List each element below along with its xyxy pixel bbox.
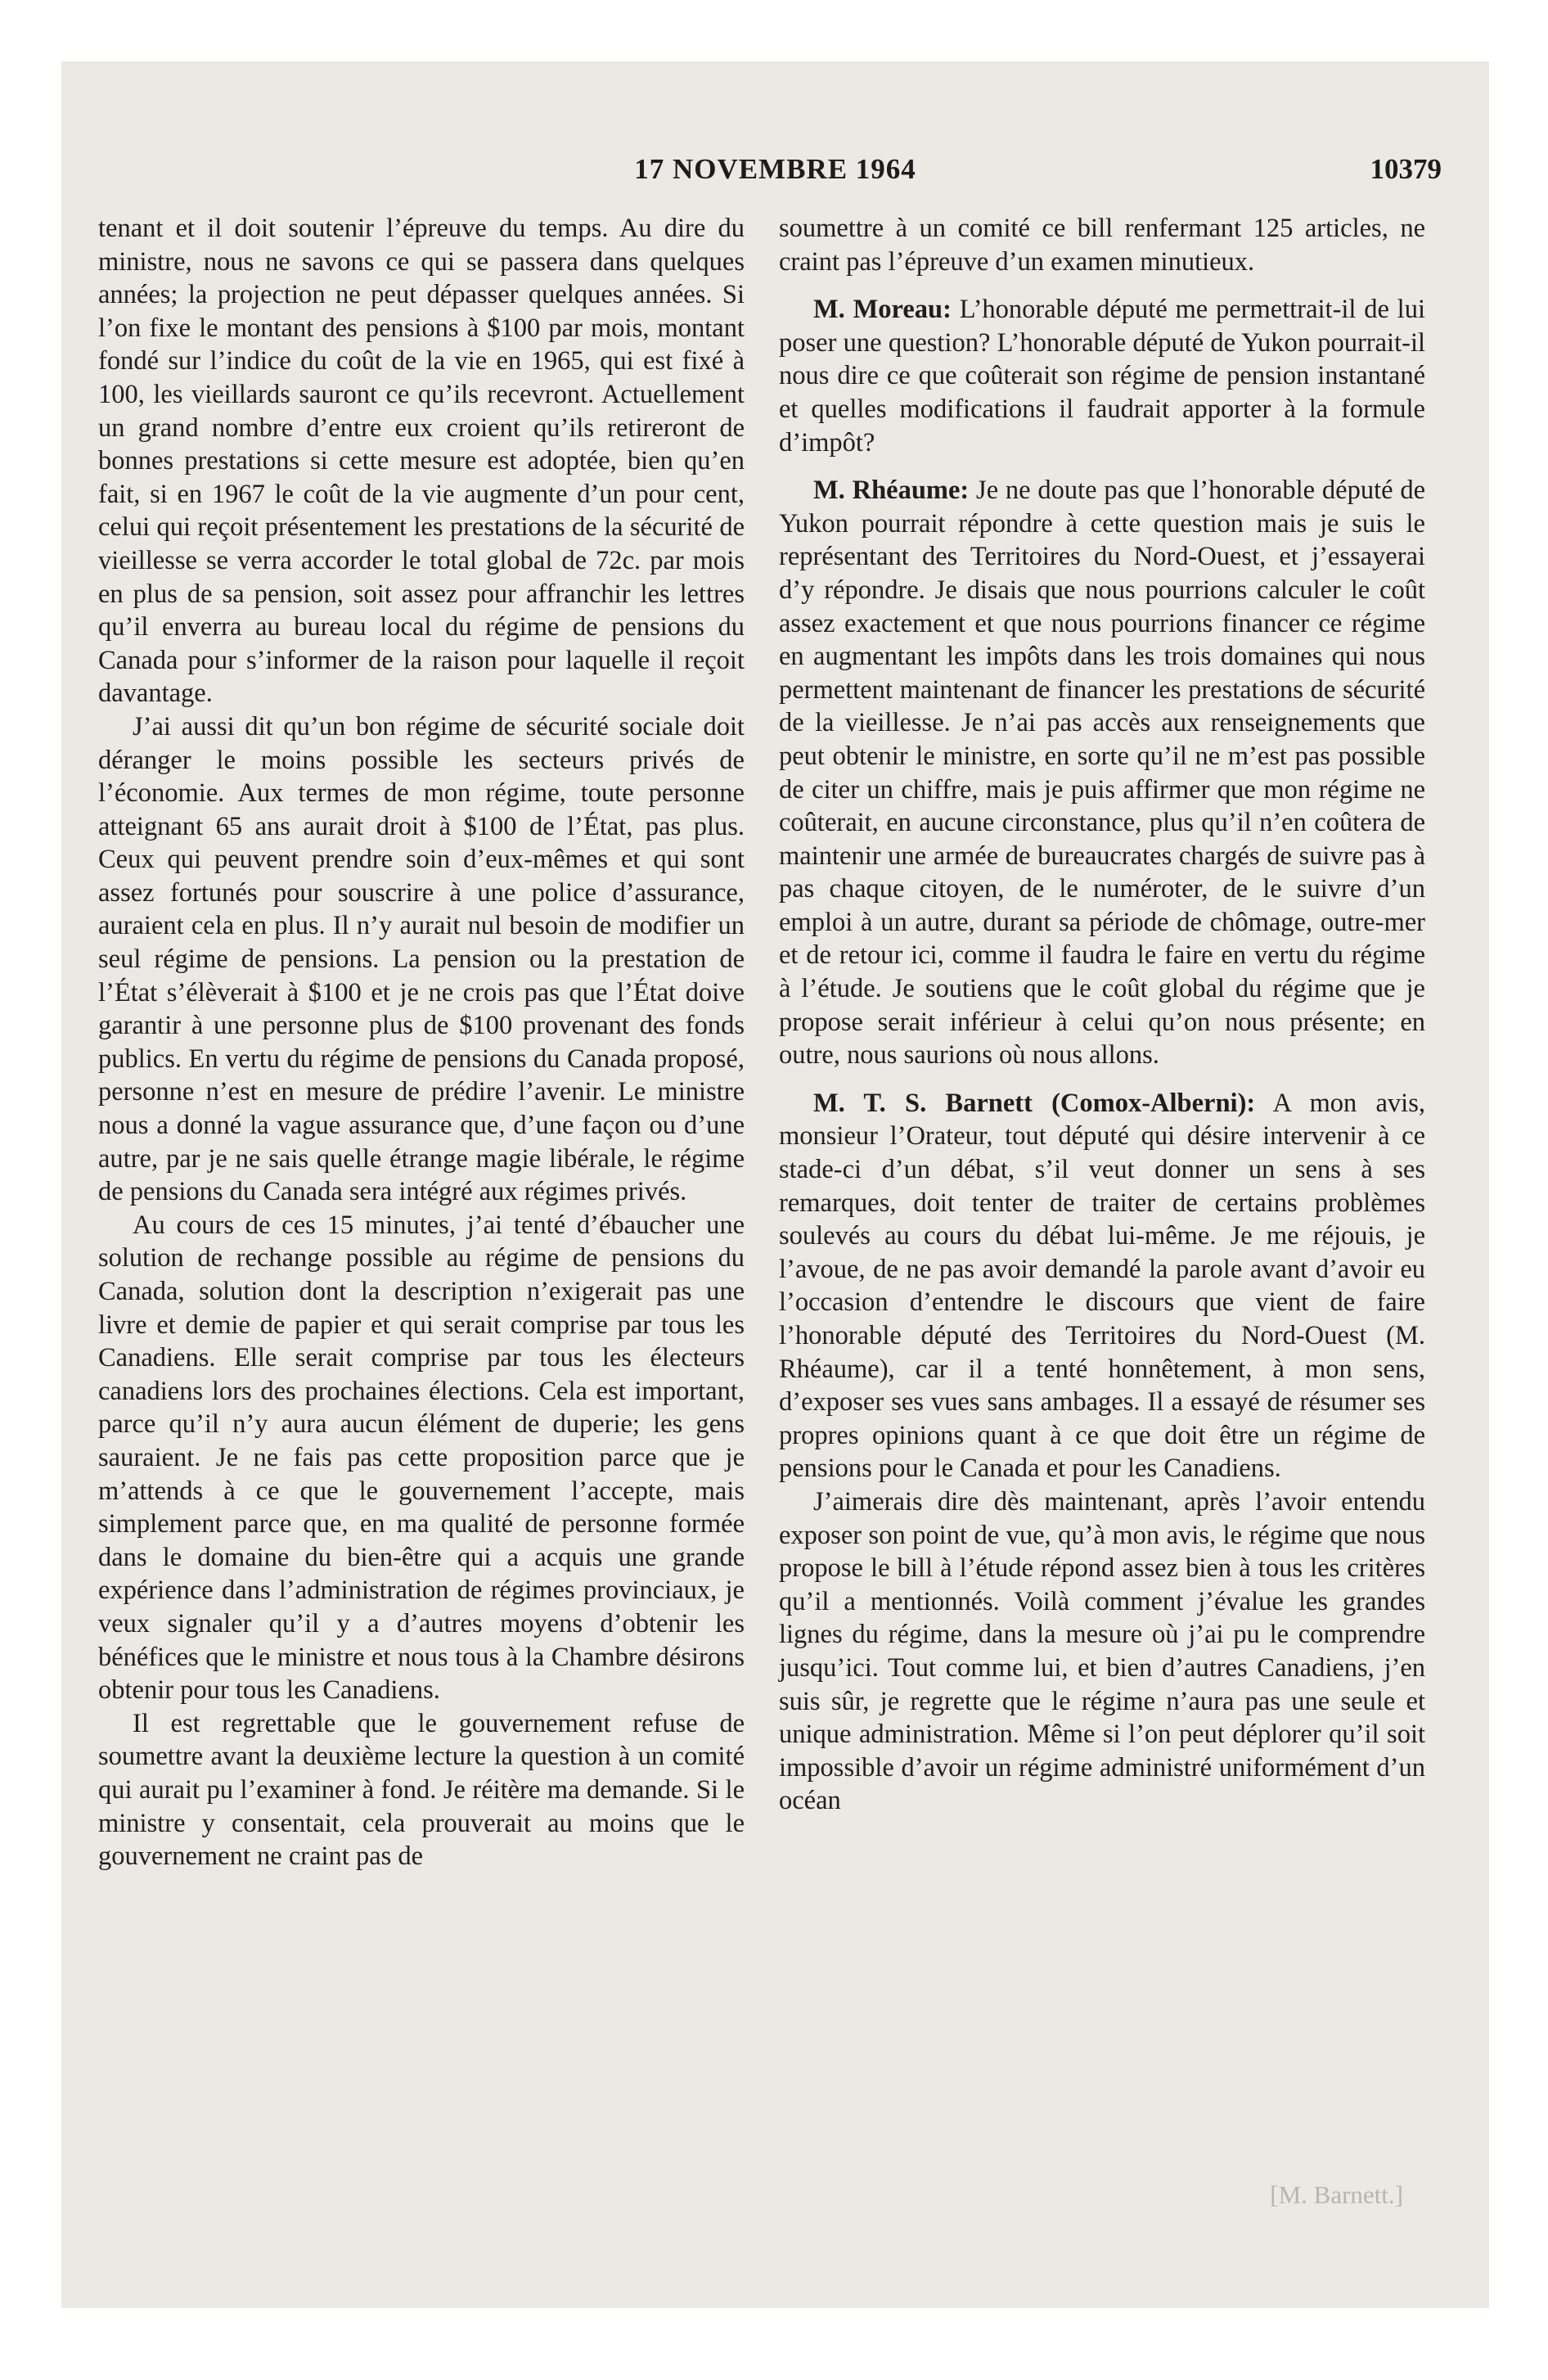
speech-moreau	[779, 293, 1425, 459]
speech-rheaume	[779, 474, 1425, 1072]
speech-barnett	[779, 1087, 1425, 1485]
paragraph: Au cours de ces 15 minutes, j’ai tenté d’ébaucher une solution de rechange possible au régime de pensions du Canada, solution dont la description n’exigerait pas une livre et demie de papier et qui serait comprise par tous les Canadiens. Elle serait comprise par tous les électeurs canadiens lors des prochaines élections. Cela est important, parce qu’il n’y aura aucun élément de duperie; les gens sauraient. Je ne fais pas cette proposition parce que je m’attends à ce que le gouvernement l’accepte, mais simplement parce que, en ma qualité de personne formée dans le domaine du bien-être qui a acquis une grande expérience dans l’administration de régimes provinciaux, je veux signaler qu’il y a d’autres moyens d’obtenir les bénéfices que le ministre et nous tous à la Chambre désirons obtenir pour tous les Canadiens.	[98, 1210, 745, 1706]
speech-text: A mon avis, monsieur l’Orateur, tout député qui désire intervenir à ce stade-ci d’un débat, s’il veut donner un sens à ses remarques, doit tenter de traiter de certains problèmes soulevés au cours du débat lui-même. Je me réjouis, je l’avoue, de ne pas avoir demandé la parole avant d’avoir eu l’occasion d’entendre le discours que vient de faire l’honorable député des Territoires du Nord-Ouest (M. Rhéaume), car il a tenté honnêtement, à mon sens, d’exposer ses vues sans ambages. Il a essayé de résumer ses propres opinions quant à ce que doit être un régime de pensions pour le Canada et pour les Canadiens.	[779, 1088, 1425, 1484]
paragraph: tenant et il doit soutenir l’épreuve du temps. Au dire du ministre, nous ne savons ce qui se passera dans quelques années; la projection ne peut dépasser quelques années. Si l’on fixe le montant des pensions à $100 par mois, montant fondé sur l’indice du coût de la vie en 1965, qui est fixé à 100, les vieillards sauront ce qu’ils recevront. Actuellement un grand nombre d’entre eux croient qu’ils retireront de bonnes prestations si cette mesure est adoptée, bien qu’en fait, si en 1967 le coût de la vie augmente d’un pour cent, celui qui reçoit présentement les prestations de la sécurité de vieillesse se verra accorder le total global de 72c. par mois en plus de sa pension, soit assez pour affranchir les lettres qu’il enverra au bureau local du régime de pensions du Canada pour s’informer de la raison pour laquelle il reçoit davantage.	[98, 214, 745, 709]
speaker-footer-note: [M. Barnett.]	[1270, 2180, 1403, 2209]
paragraph: J’aimerais dire dès maintenant, après l’avoir entendu exposer son point de vue, qu’à mon avis, le régime que nous propose le bill à l’étude répond assez bien à tous les critères qu’il a mentionnés. Voilà comment j’évalue les grandes lignes du régime, dans la mesure où j’ai pu le comprendre jusqu’ici. Tout comme lui, et bien d’autres Canadiens, j’en suis sûr, je regrette que le régime n’aura pas une seule et unique administration. Même si l’on peut déplorer qu’il soit impossible d’avoir un régime administré uniformément d’un océan	[779, 1486, 1425, 1816]
paragraph: soumettre à un comité ce bill renfermant 125 articles, ne craint pas l’épreuve d’un examen minutieux.	[779, 214, 1425, 277]
speaker-name: M. T. S. Barnett (Comox-Alberni):	[813, 1088, 1256, 1118]
right-column	[779, 212, 1425, 1818]
speech-text: Je ne doute pas que l’honorable député de Yukon pourrait répondre à cette question mais je suis le représentant des Territoires du Nord-Ouest, et j’essayerai d’y répondre. Je disais que nous pourrions calculer le coût assez exactement et que nous pourrions financer ce régime en augmentant les impôts dans les trois domaines qui nous permettent maintenant de financer les prestations de sécurité de la vieillesse. Je n’ai pas accès aux renseignements que peut obtenir le ministre, en sorte qu’il ne m’est pas possible de citer un chiffre, mais je puis affirmer que mon régime ne coûterait, en aucune circonstance, plus qu’il n’en coûtera de maintenir une armée de bureaucrates chargés de suivre pas à pas chaque citoyen, de le numéroter, de le suivre d’un emploi à un autre, durant sa période de chômage, outre-mer et de retour ici, comme il faudra le faire en vertu du régime à l’étude. Je soutiens que le coût global du régime que je propose serait inférieur à celui qu’on nous présente; en outre, nous saurions où nous allons.	[779, 476, 1426, 1071]
header-date: 17 NOVEMBRE 1964	[634, 153, 916, 185]
speech-text: L’honorable député me permettrait-il de lui poser une question? L’honorable député de Yukon pourrait-il nous dire ce que coûterait son régime de pension instantané et quelles modifications il faudrait apporter à la formule d’impôt?	[779, 295, 1425, 458]
left-column	[98, 212, 745, 1873]
speaker-name: M. Moreau:	[813, 295, 952, 325]
paragraph: Il est regrettable que le gouvernement refuse de soumettre avant la deuxième lecture la question à un comité qui aurait pu l’examiner à fond. Je réitère ma demande. Si le ministre y consentait, cela prouverait au moins que le gouvernement ne craint pas de	[98, 1708, 745, 1872]
running-header	[61, 153, 1489, 192]
page-sheet	[61, 61, 1489, 2308]
paragraph: J’ai aussi dit qu’un bon régime de sécurité sociale doit déranger le moins possible les secteurs privés de l’économie. Aux termes de mon régime, toute personne atteignant 65 ans aurait droit à $100 de l’État, pas plus. Ceux qui peuvent prendre soin d’eux-mêmes et qui sont assez fortunés pour souscrire à une police d’assurance, auraient cela en plus. Il n’y aurait nul besoin de modifier un seul régime de pensions. La pension ou la prestation de l’État s’élèverait à $100 et je ne crois pas que l’État doive garantir à une personne plus de $100 provenant des fonds publics. En vertu du régime de pensions du Canada proposé, personne n’est en mesure de prédire l’avenir. Le ministre nous a donné la vague assurance que, d’une façon ou d’une autre, par je ne sais quelle étrange magie libérale, le régime de pensions du Canada sera intégré aux régimes privés.	[98, 711, 745, 1207]
speaker-name: M. Rhéaume:	[813, 476, 970, 506]
page-number: 10379	[1370, 153, 1442, 185]
